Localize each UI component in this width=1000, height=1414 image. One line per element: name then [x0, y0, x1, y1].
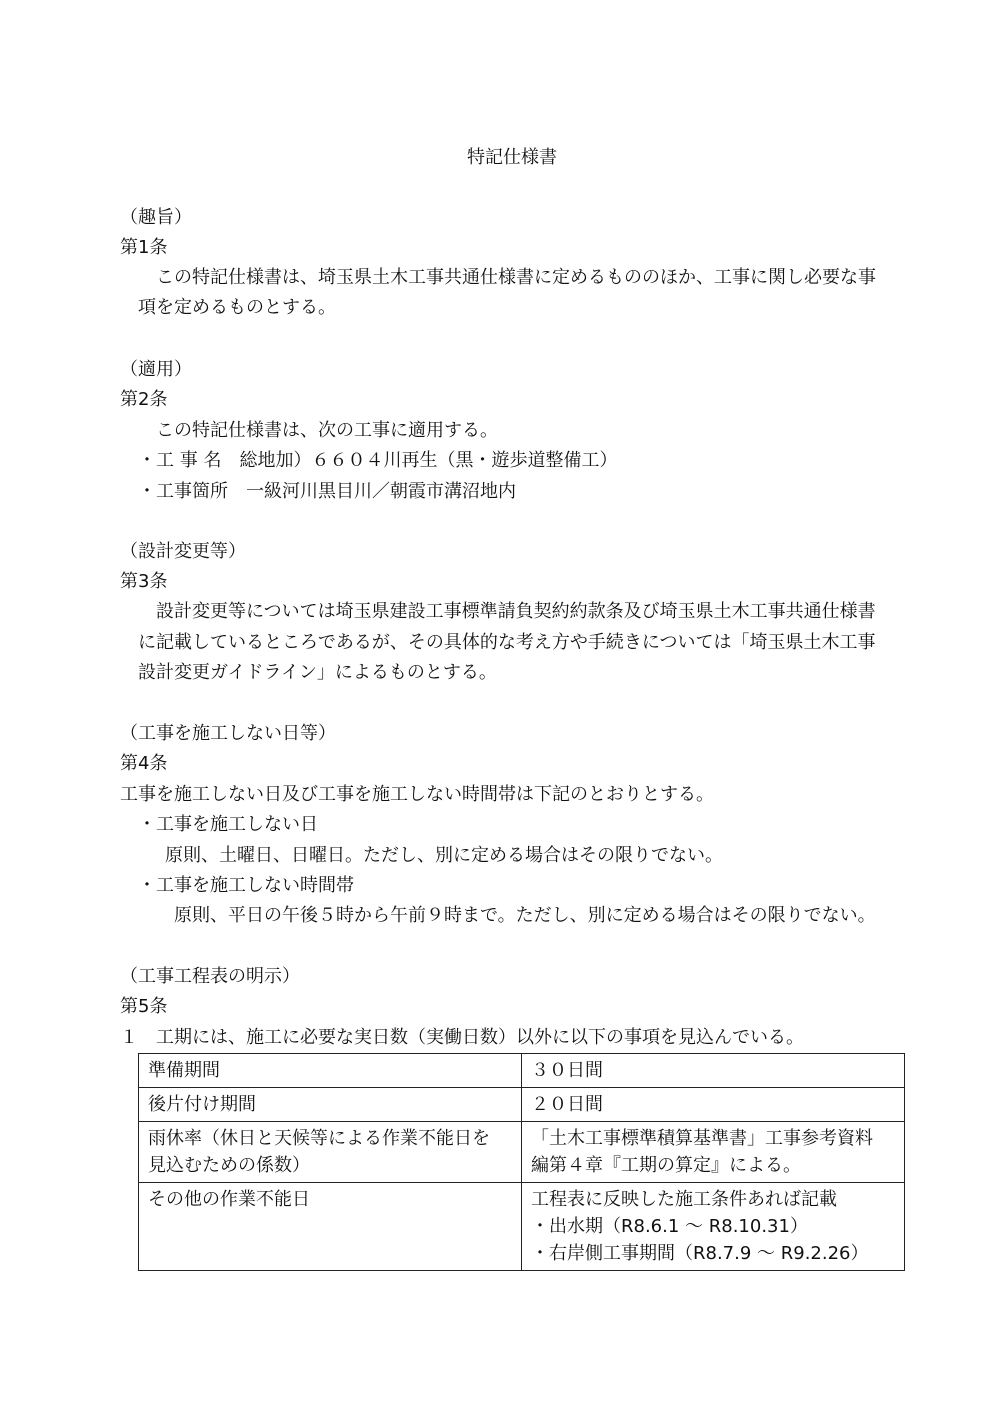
- section-heading-non-working-days: （工事を施工しない日等）: [120, 723, 336, 744]
- article-4-item-days-detail: 原則、土曜日、日曜日。ただし、別に定める場合はその限りでない。: [165, 845, 723, 866]
- section-heading-purpose: （趣旨）: [120, 207, 192, 228]
- article-5-clause-1: １ 工期には、施工に必要な実日数（実働日数）以外に以下の事項を見込んでいる。: [120, 1027, 804, 1048]
- table-row: [139, 1088, 905, 1122]
- article-3-label: 第3条: [120, 571, 168, 592]
- article-3-body-line2: に記載しているところであるが、その具体的な考え方や手続きについては「埼玉県土木工事: [138, 632, 876, 653]
- schedule-table: [138, 1053, 905, 1271]
- row-rain-rate-label-line1: 雨休率（休日と天候等による作業不能日を: [148, 1128, 490, 1149]
- page-title: 特記仕様書: [467, 147, 557, 168]
- section-heading-application: （適用）: [120, 359, 192, 380]
- row-other-label: その他の作業不能日: [148, 1189, 310, 1210]
- section-heading-design-change: （設計変更等）: [120, 541, 246, 562]
- table-cell-label: [139, 1088, 522, 1122]
- table-cell-value: [522, 1054, 905, 1088]
- table-row: [139, 1183, 905, 1271]
- row-other-value-line2: ・出水期（R8.6.1 ～ R8.10.31）: [531, 1216, 808, 1237]
- article-3-body-line1: 設計変更等については埼玉県建設工事標準請負契約約款条及び埼玉県土木工事共通仕様書: [156, 601, 876, 622]
- article-4-body: 工事を施工しない日及び工事を施工しない時間帯は下記のとおりとする。: [120, 784, 714, 805]
- table-cell-value: [522, 1183, 905, 1271]
- table-cell-value: [522, 1088, 905, 1122]
- article-4-item-hours-detail: 原則、平日の午後５時から午前９時まで。ただし、別に定める場合はその限りでない。: [174, 905, 876, 926]
- row-preparation-value: ３０日間: [531, 1060, 603, 1081]
- table-cell-value: [522, 1122, 905, 1183]
- section-heading-schedule: （工事工程表の明示）: [120, 966, 300, 987]
- table-row: [139, 1122, 905, 1183]
- article-1-label: 第1条: [120, 237, 168, 258]
- row-cleanup-value: ２０日間: [531, 1094, 603, 1115]
- row-other-value-line1: 工程表に反映した施工条件あれば記載: [531, 1189, 837, 1210]
- article-2-label: 第2条: [120, 389, 168, 410]
- article-4-label: 第4条: [120, 753, 168, 774]
- article-4-item-hours: ・工事を施工しない時間帯: [138, 875, 354, 896]
- article-2-item-location: ・工事箇所 一級河川黒目川／朝霞市溝沼地内: [138, 481, 516, 502]
- row-rain-rate-label-line2: 見込むための係数）: [148, 1155, 310, 1176]
- article-1-body-line2: 項を定めるものとする。: [138, 297, 336, 318]
- table-cell-label: [139, 1054, 522, 1088]
- row-rain-rate-value-line1: 「土木工事標準積算基準書」工事参考資料: [531, 1128, 873, 1149]
- row-other-value-line3: ・右岸側工事期間（R8.7.9 ～ R9.2.26）: [531, 1243, 869, 1264]
- article-5-label: 第5条: [120, 996, 168, 1017]
- article-2-body: この特記仕様書は、次の工事に適用する。: [156, 420, 498, 441]
- article-2-item-project-name: ・工 事 名 総地加）６６０４川再生（黒・遊歩道整備工）: [138, 450, 618, 471]
- row-cleanup-label: 後片付け期間: [148, 1094, 256, 1115]
- table-cell-label: [139, 1122, 522, 1183]
- article-4-item-days: ・工事を施工しない日: [138, 814, 318, 835]
- table-row: [139, 1054, 905, 1088]
- row-rain-rate-value-line2: 編第４章『工期の算定』による。: [531, 1155, 801, 1176]
- table-cell-label: [139, 1183, 522, 1271]
- article-3-body-line3: 設計変更ガイドライン」によるものとする。: [138, 662, 497, 683]
- row-preparation-label: 準備期間: [148, 1060, 220, 1081]
- article-1-body-line1: この特記仕様書は、埼玉県土木工事共通仕様書に定めるもののほか、工事に関し必要な事: [156, 267, 876, 288]
